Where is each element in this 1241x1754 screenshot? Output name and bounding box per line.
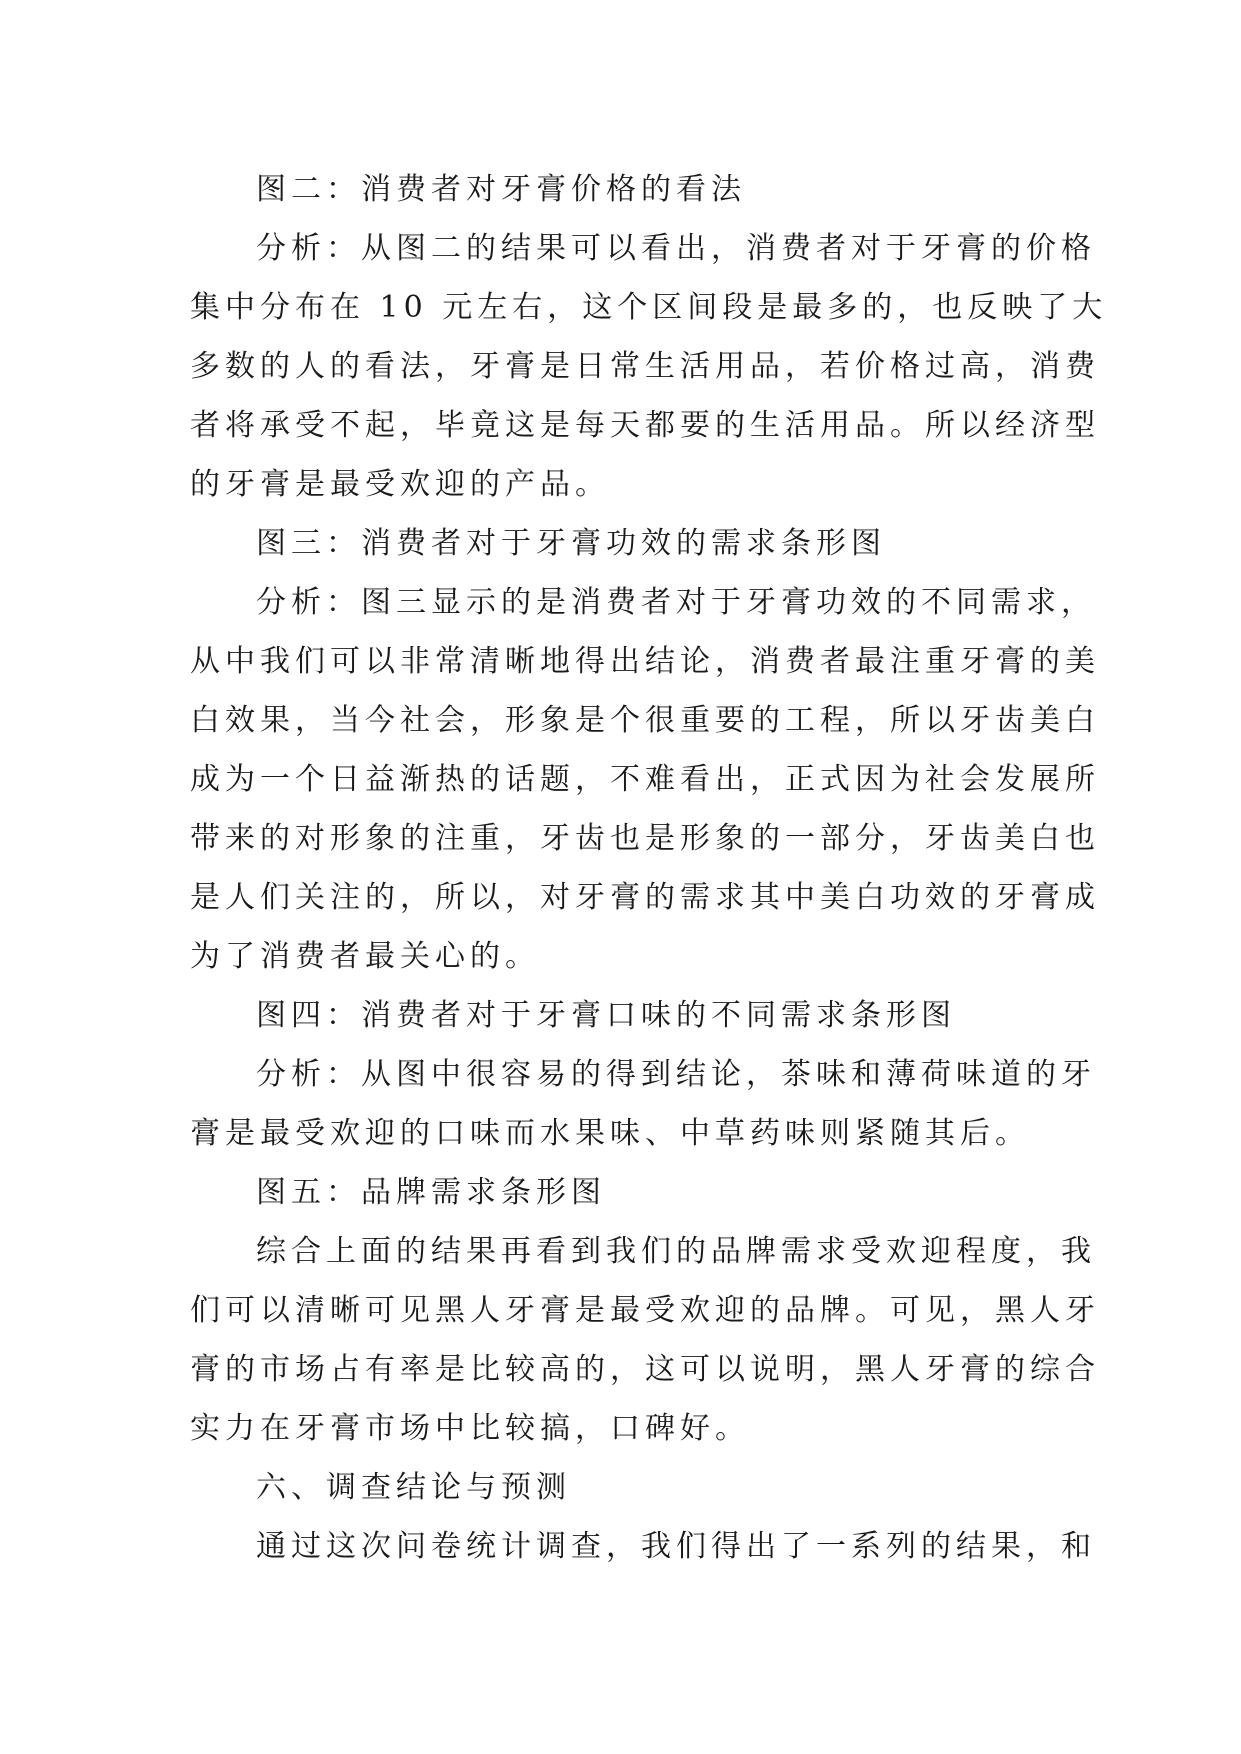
paragraph-line: 集中分布在 10 元左右，这个区间段是最多的，也反映了大 xyxy=(190,290,1108,325)
paragraph-line: 综合上面的结果再看到我们的品牌需求受欢迎程度，我 xyxy=(256,1234,1096,1269)
paragraph-line: 为了消费者最关心的。 xyxy=(190,939,540,974)
paragraph-line: 膏的市场占有率是比较高的，这可以说明，黑人牙膏的综合 xyxy=(190,1352,1100,1387)
paragraph-line: 实力在牙膏市场中比较搞，口碑好。 xyxy=(190,1411,750,1446)
figure-caption-3: 图三：消费者对于牙膏功效的需求条形图 xyxy=(256,526,886,561)
paragraph-line: 带来的对形象的注重，牙齿也是形象的一部分，牙齿美白也 xyxy=(190,821,1100,856)
paragraph-line: 多数的人的看法，牙膏是日常生活用品，若价格过高，消费 xyxy=(190,349,1100,384)
paragraph-line: 们可以清晰可见黑人牙膏是最受欢迎的品牌。可见，黑人牙 xyxy=(190,1293,1100,1328)
paragraph-line: 从中我们可以非常清晰地得出结论，消费者最注重牙膏的美 xyxy=(190,644,1100,679)
paragraph-line: 者将承受不起，毕竟这是每天都要的生活用品。所以经济型 xyxy=(190,408,1100,443)
paragraph-line: 膏是最受欢迎的口味而水果味、中草药味则紧随其后。 xyxy=(190,1116,1030,1151)
paragraph-line: 分析：从图中很容易的得到结论，茶味和薄荷味道的牙 xyxy=(256,1057,1096,1092)
paragraph-line: 是人们关注的，所以，对牙膏的需求其中美白功效的牙膏成 xyxy=(190,880,1100,915)
figure-caption-4: 图四：消费者对于牙膏口味的不同需求条形图 xyxy=(256,998,956,1033)
paragraph-line: 分析：从图二的结果可以看出，消费者对于牙膏的价格 xyxy=(256,231,1096,266)
paragraph-line: 分析：图三显示的是消费者对于牙膏功效的不同需求， xyxy=(256,585,1096,620)
paragraph-line: 的牙膏是最受欢迎的产品。 xyxy=(190,467,610,502)
paragraph-line: 白效果，当今社会，形象是个很重要的工程，所以牙齿美白 xyxy=(190,703,1100,738)
paragraph-line: 成为一个日益渐热的话题，不难看出，正式因为社会发展所 xyxy=(190,762,1100,797)
section-heading: 六、调查结论与预测 xyxy=(256,1470,571,1505)
figure-caption-2: 图二：消费者对牙膏价格的看法 xyxy=(256,172,746,207)
paragraph-line: 通过这次问卷统计调查，我们得出了一系列的结果，和 xyxy=(256,1529,1096,1564)
figure-caption-5: 图五：品牌需求条形图 xyxy=(256,1175,606,1210)
document-body xyxy=(190,160,1108,1576)
